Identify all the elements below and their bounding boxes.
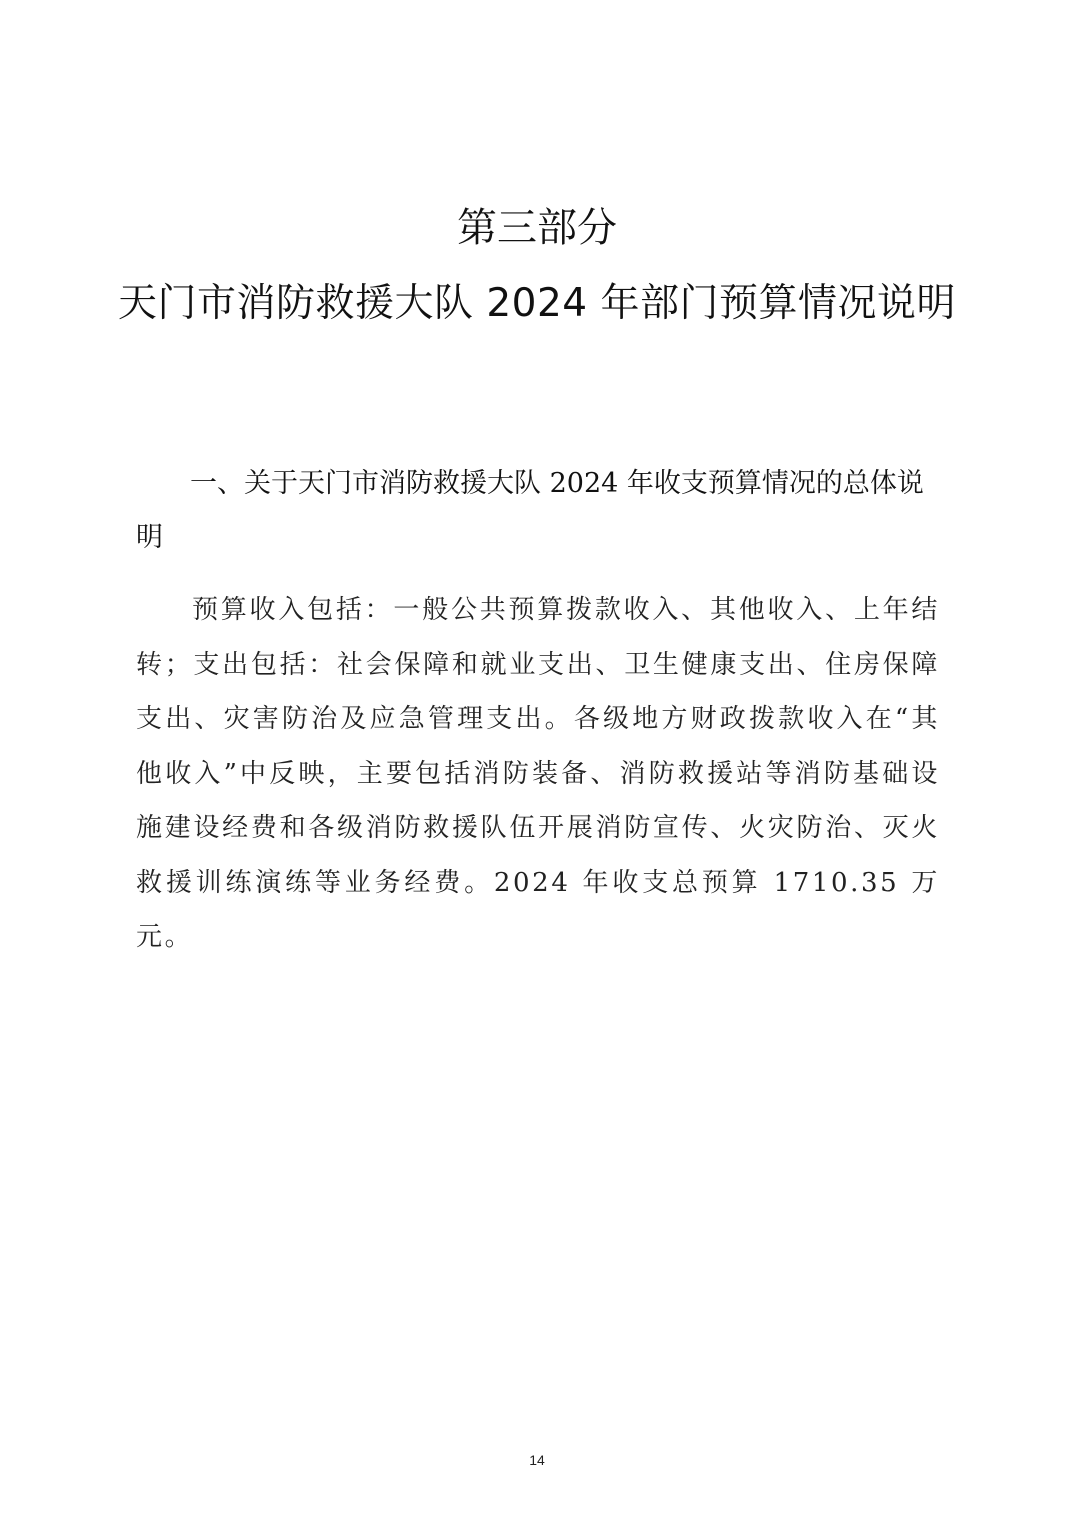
document-title: 天门市消防救援大队 2024 年部门预算情况说明: [117, 281, 957, 326]
page-number: 14: [529, 1452, 545, 1468]
section-heading: 一、关于天门市消防救援大队 2024 年收支预算情况的总体说明: [136, 468, 924, 553]
body-paragraph: 预算收入包括：一般公共预算拨款收入、其他收入、上年结转；支出包括：社会保障和就业支出、卫生健康支出、住房保障支出、灾害防治及应急管理支出。各级地方财政拨款收入在“其他收入”中反映，主要包括消防装备、消防救援站等消防基础设施建设经费和各级消防救援队伍开展消防宣传、火灾防治、灭火救援训练演练等业务经费。2024 年收支总预算 1710.35 万元。: [136, 595, 940, 952]
part-title: 第三部分: [457, 205, 617, 251]
